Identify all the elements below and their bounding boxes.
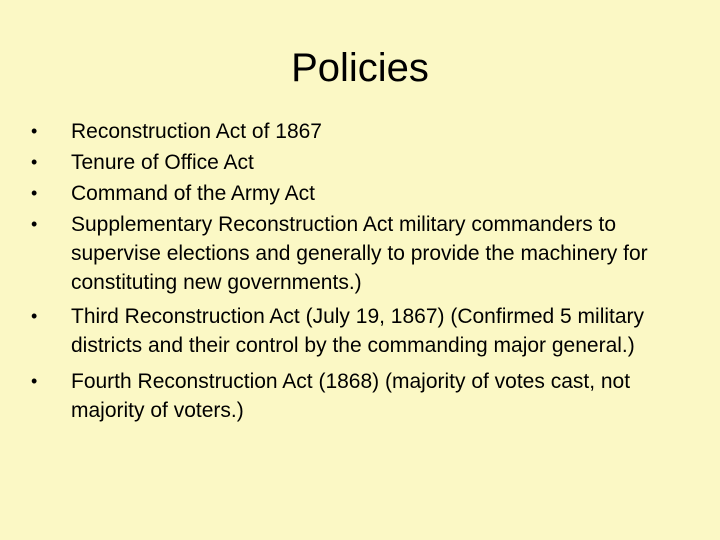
bullet-marker: • bbox=[31, 214, 38, 234]
bullet-text: Reconstruction Act of 1867 bbox=[71, 120, 322, 143]
bullet-item-1 bbox=[30, 117, 690, 146]
bullet-text: Command of the Army Act bbox=[71, 182, 315, 205]
bullet-text: Supplementary Reconstruction Act military commanders to supervise elections and generally to provide the machinery for constituting new governments.) bbox=[71, 213, 648, 294]
bullet-marker: • bbox=[31, 121, 38, 141]
bullet-text: Fourth Reconstruction Act (1868) (majority of votes cast, not majority of voters.) bbox=[71, 370, 631, 422]
bullet-list bbox=[30, 117, 690, 433]
bullet-item-5 bbox=[30, 302, 690, 360]
bullet-marker: • bbox=[31, 371, 38, 391]
bullet-item-3 bbox=[30, 179, 690, 208]
bullet-item-2 bbox=[30, 148, 690, 177]
bullet-text: Tenure of Office Act bbox=[71, 151, 254, 174]
bullet-marker: • bbox=[31, 152, 38, 172]
bullet-text: Third Reconstruction Act (July 19, 1867) (Confirmed 5 military districts and their control by the commanding major general.) bbox=[71, 305, 645, 357]
bullet-item-4 bbox=[30, 210, 690, 297]
bullet-item-6 bbox=[30, 367, 690, 425]
slide-title: Policies bbox=[291, 46, 429, 90]
bullet-marker: • bbox=[31, 183, 38, 203]
bullet-marker: • bbox=[31, 306, 38, 326]
